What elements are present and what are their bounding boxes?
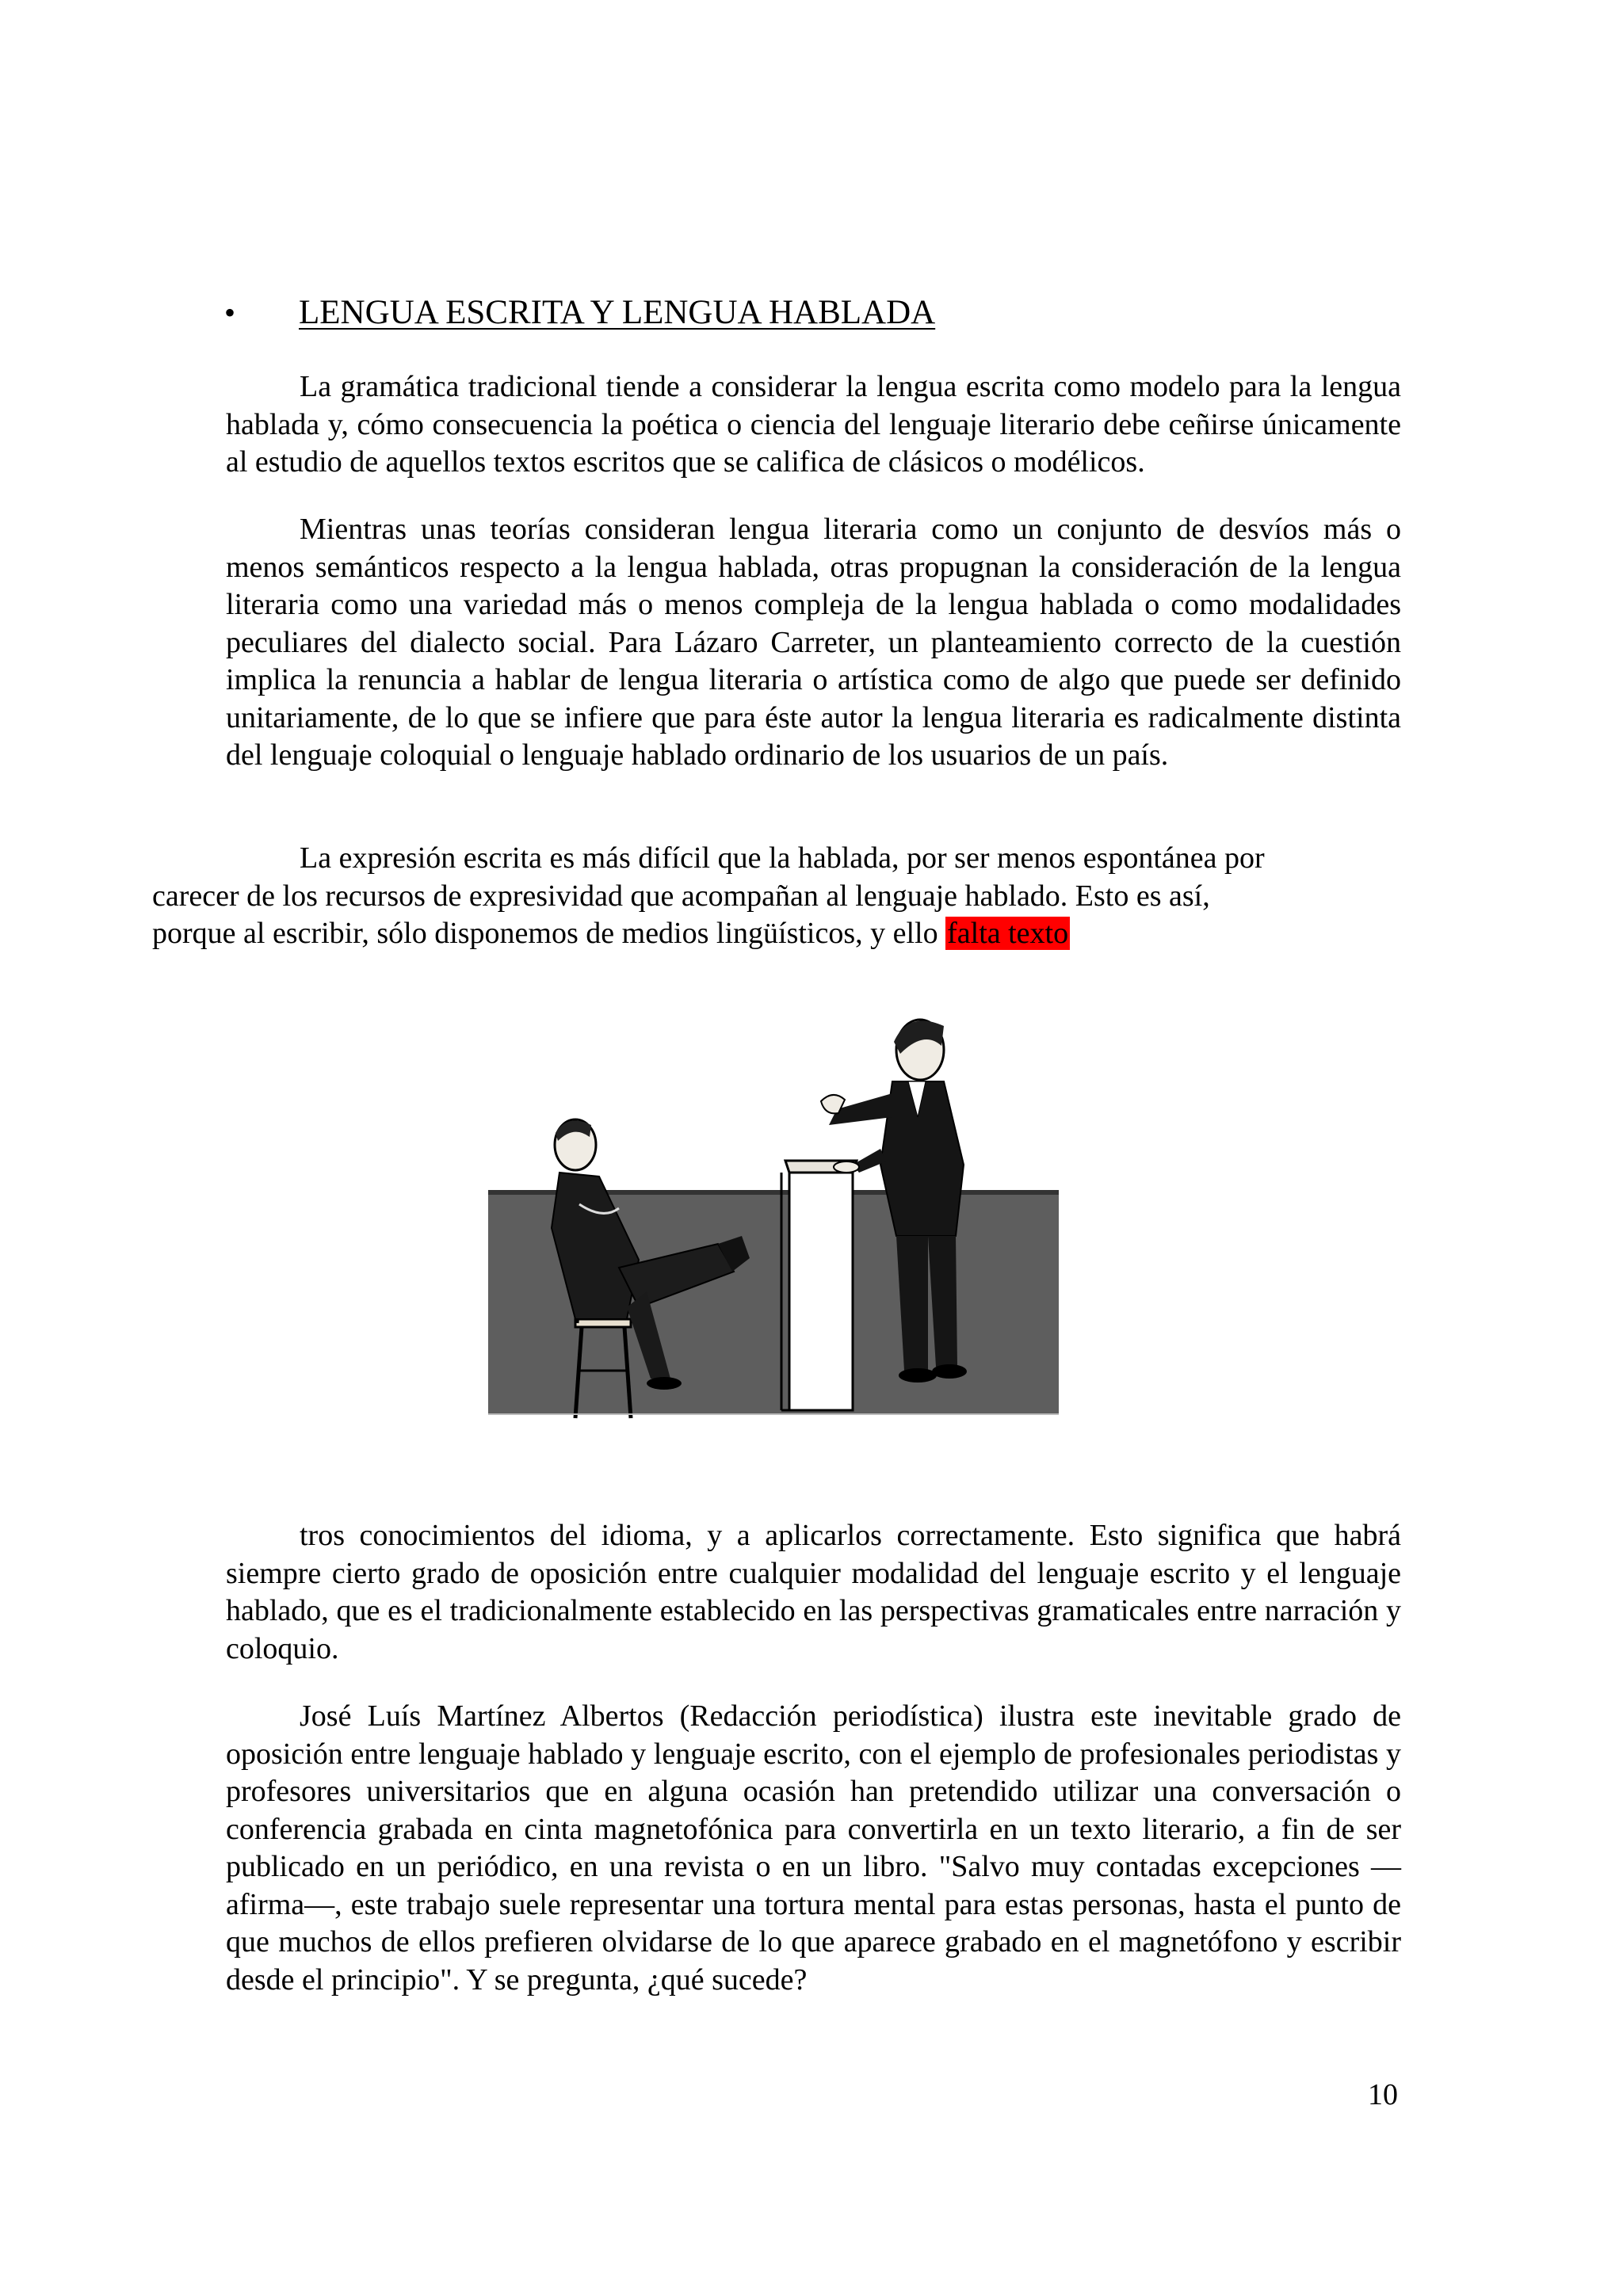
- paragraph-4: tros conocimientos del idioma, y a aplicarlos correctamente. Esto significa que habrá siempre cierto grado de oposición entre cualquier modalidad del lenguaje escrito y el lenguaje hablado, que es el tradicionalmente establecido en las perspectivas gramaticales entre narración y coloquio.: [226, 1519, 1401, 1665]
- paragraph-3-line-3: porque al escribir, sólo disponemos de medios lingüísticos, y ello: [152, 917, 946, 950]
- paragraph-2: Mientras unas teorías consideran lengua literaria como un conjunto de desvíos más o menos semánticos respecto a la lengua hablada, otras propugnan la consideración de la lengua literaria como una variedad más o menos compleja de la lengua hablada o como modalidades peculiares del dialecto social. Para Lázaro Carreter, un planteamiento correcto de la cuestión implica la renuncia a hablar de lengua literaria o artística como de algo que puede ser definido unitariamente, de lo que se infiere que para éste autor la lengua literaria es radicalmente distinta del lenguaje coloquial o lenguaje hablado ordinario de los usuarios de un país.: [226, 513, 1401, 772]
- paragraph-3-line-1: La expresión escrita es más difícil que la hablada, por ser menos espontánea por: [300, 841, 1265, 875]
- paragraph-3: [152, 840, 1401, 953]
- missing-text-highlight: falta texto: [947, 917, 1069, 950]
- lecture-cartoon-illustration: [480, 1006, 1067, 1434]
- page-number: 10: [1368, 2078, 1398, 2111]
- paragraph-3-line-2: carecer de los recursos de expresividad que acompañan al lenguaje hablado. Esto es así,: [152, 879, 1210, 913]
- paragraph-5: José Luís Martínez Albertos (Redacción periodística) ilustra este inevitable grado de oposición entre lenguaje hablado y lenguaje escrito, con el ejemplo de profesionales periodistas y profesores universitarios que en alguna ocasión han pretendido utilizar una conversación o conferencia grabada en cinta magnetofónica para convertirla en un texto literario, a fin de ser publicado en un periódico, en una revista o en un libro. "Salvo muy contadas excepciones —afirma—, este trabajo suele representar una tortura mental para estas personas, hasta el punto de que muchos de ellos prefieren olvidarse de lo que aparece grabado en el magnetófono y escribir desde el principio". Y se pregunta, ¿qué sucede?: [226, 1699, 1401, 1997]
- section-heading: [224, 289, 1413, 337]
- bullet-icon: •: [224, 295, 236, 330]
- paragraph-1: La gramática tradicional tiende a considerar la lengua escrita como modelo para la lengua hablada y, cómo consecuencia la poética o ciencia del lenguaje literario debe ceñirse únicamente al estudio de aquellos textos escritos que se califica de clásicos o modélicos.: [226, 370, 1401, 479]
- lectern-icon: [781, 1161, 857, 1410]
- section-title: LENGUA ESCRITA Y LENGUA HABLADA: [299, 294, 936, 331]
